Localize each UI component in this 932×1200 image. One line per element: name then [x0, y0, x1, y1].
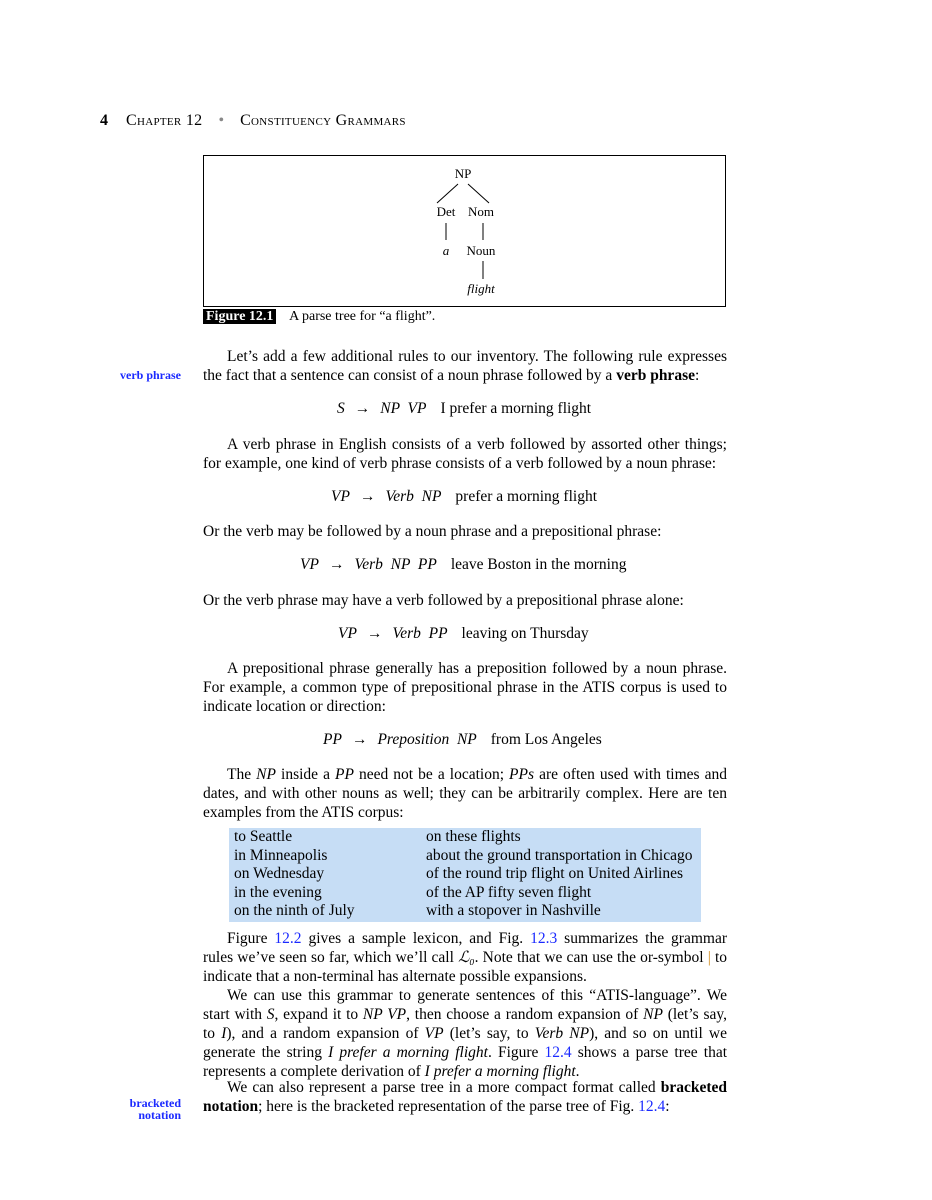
example-cell: of the AP fifty seven flight	[426, 883, 592, 901]
grammar-l0-symbol: ℒ₀	[458, 949, 475, 966]
p8-text-3: , then choose a random expansion of	[406, 1006, 644, 1023]
p8-vp: VP	[424, 1025, 444, 1042]
example-cell: of the round trip flight on United Airlines	[426, 865, 684, 883]
examples-grid	[229, 828, 692, 921]
table-row	[229, 828, 692, 847]
paragraph-2	[203, 435, 727, 473]
rule5-arrow: →	[351, 731, 368, 748]
grammar-rule-1	[337, 400, 591, 418]
grammar-rule-2	[331, 488, 597, 506]
figure-box	[203, 155, 726, 307]
tree-leaf-flight: flight	[467, 281, 495, 296]
p8-text-5: ), and a random expansion of	[226, 1025, 425, 1042]
table-row	[229, 847, 692, 866]
p8-text-6: (let’s say, to	[443, 1025, 535, 1042]
tree-leaf-a: a	[442, 243, 450, 258]
rule4-example: leaving on Thursday	[461, 625, 589, 642]
p8-text-9: shows a parse tree that represents a complete derivation of	[203, 1044, 728, 1080]
p6-np: NP	[256, 766, 276, 783]
margin-note-bracketed-notation	[91, 1097, 181, 1121]
p8-text-4: (let’s say, to	[203, 1006, 727, 1042]
header-separator: •	[218, 112, 225, 129]
paragraph-5	[203, 659, 727, 716]
grammar-rule-4	[338, 625, 589, 643]
example-cell: on Wednesday	[234, 865, 325, 883]
or-symbol: |	[707, 949, 711, 966]
p8-text-2: , expand it to	[274, 1006, 363, 1023]
example-cell: on these flights	[426, 828, 521, 845]
figure-ref-link[interactable]: 12.4	[544, 1044, 572, 1061]
rule1-example: I prefer a morning flight	[440, 400, 592, 417]
grammar-rule-3	[300, 556, 626, 574]
figure-ref-link[interactable]: 12.3	[530, 930, 558, 947]
table-row	[229, 865, 692, 884]
example-cell: with a stopover in Nashville	[426, 902, 601, 920]
p7-text-4: . Note that we can use the or-symbol	[474, 949, 708, 966]
rule4-arrow: →	[366, 625, 383, 642]
parse-tree	[204, 156, 727, 308]
tree-edge-np-nom	[468, 184, 489, 203]
p8-text-10: .	[575, 1063, 580, 1080]
p6-text-2: inside a	[275, 766, 336, 783]
p3-text: Or the verb may be followed by a noun phrase and a prepositional phrase:	[203, 523, 662, 540]
p4-text: Or the verb phrase may have a verb followed by a prepositional phrase alone:	[203, 592, 684, 609]
p8-np-vp: NP VP	[362, 1006, 407, 1023]
rule5-example: from Los Angeles	[490, 731, 602, 748]
paragraph-8	[203, 986, 727, 1081]
p9-text-1: We can also represent a parse tree in a more compact format called	[227, 1079, 661, 1096]
examples-table	[229, 828, 701, 922]
example-cell: in the evening	[234, 883, 322, 901]
figure-ref-link[interactable]: 12.4	[638, 1098, 666, 1115]
example-cell: on the ninth of July	[234, 902, 355, 920]
example-cell: in Minneapolis	[234, 846, 328, 864]
paragraph-9	[203, 1078, 727, 1116]
figure-ref-link[interactable]: 12.2	[274, 930, 302, 947]
p8-verb-np: Verb NP	[534, 1025, 590, 1042]
p6-text-4: are often used with times and dates, and with other nouns as well; they can be arbitrarily complex. Here are ten examples from the ATIS corpus:	[203, 766, 727, 821]
p9-bold-term: bracketed notation	[203, 1079, 727, 1115]
p1-bold-term: verb phrase	[616, 367, 695, 384]
rule5-lhs: PP	[323, 731, 342, 748]
rule1-lhs: S	[337, 400, 345, 417]
grammar-rule-5	[323, 731, 602, 749]
figure-caption-text: A parse tree for “a flight”.	[289, 309, 436, 324]
section-title: Constituency Grammars	[240, 112, 406, 129]
tree-edge-np-det	[437, 184, 458, 203]
margin-note-line-2: notation	[138, 1108, 181, 1122]
p9-text-2: ; here is the bracketed representation of the parse tree of Fig.	[258, 1098, 639, 1115]
example-cell: to Seattle	[234, 828, 293, 845]
p6-pps: PPs	[509, 766, 535, 783]
p7-text-3: summarizes the grammar rules we’ve seen so far, which we’ll call	[203, 930, 727, 966]
p2-text: A verb phrase in English consists of a verb followed by assorted other things; for example, one kind of verb phrase consists of a verb followed by a noun phrase:	[203, 436, 727, 472]
rule2-arrow: →	[359, 488, 376, 505]
p8-string-1: I prefer a morning flight	[328, 1044, 488, 1061]
example-cell: about the ground transportation in Chicago	[426, 846, 693, 864]
p5-text: A prepositional phrase generally has a preposition followed by a noun phrase. For example, a common type of prepositional phrase in the ATIS corpus is used to indicate location or direction:	[203, 660, 727, 715]
margin-note-verb-phrase: verb phrase	[120, 368, 181, 382]
rule3-arrow: →	[328, 556, 345, 573]
rule3-rhs: Verb NP PP	[354, 556, 437, 573]
table-row	[229, 884, 692, 903]
table-row	[229, 902, 692, 921]
rule4-lhs: VP	[338, 625, 357, 642]
p6-text-1: The	[227, 766, 257, 783]
p8-text-7: ), and so on until we generate the string	[203, 1025, 728, 1061]
p8-i: I	[221, 1025, 227, 1042]
p1-text: Let’s add a few additional rules to our inventory. The following rule expresses the fact that a sentence can consist of a noun phrase followed by a	[203, 348, 727, 384]
page-number: 4	[100, 112, 108, 129]
p8-text-8: . Figure	[487, 1044, 545, 1061]
paragraph-6	[203, 765, 727, 822]
tree-node-det: Det	[436, 204, 456, 219]
figure-label: Figure 12.1	[203, 309, 276, 324]
p9-text-3: :	[665, 1098, 670, 1115]
rule5-rhs: Preposition NP	[377, 731, 477, 748]
p7-text-1: Figure	[227, 930, 275, 947]
tree-node-nom: Nom	[468, 204, 494, 219]
rule3-example: leave Boston in the morning	[450, 556, 627, 573]
rule3-lhs: VP	[300, 556, 319, 573]
figure-caption	[203, 309, 435, 325]
p6-text-3: need not be a location;	[353, 766, 510, 783]
tree-node-np: NP	[454, 166, 472, 181]
rule2-example: prefer a morning flight	[455, 488, 598, 505]
p8-text-1: We can use this grammar to generate sentences of this “ATIS-language”. We start with	[203, 987, 727, 1023]
rule4-rhs: Verb PP	[392, 625, 448, 642]
paragraph-3	[203, 522, 727, 541]
margin-note-line-1: bracketed	[129, 1096, 181, 1110]
paragraph-1	[203, 347, 727, 385]
p6-pp: PP	[335, 766, 354, 783]
p8-s: S	[266, 1006, 275, 1023]
p8-np: NP	[643, 1006, 663, 1023]
running-header	[100, 112, 406, 130]
rule1-arrow: →	[354, 400, 371, 417]
chapter-label: Chapter 12	[126, 112, 203, 129]
paragraph-4	[203, 591, 727, 610]
p1-end: :	[694, 367, 700, 384]
rule1-rhs: NP VP	[380, 400, 427, 417]
paragraph-7	[203, 929, 727, 986]
p7-text-2: gives a sample lexicon, and Fig.	[301, 930, 531, 947]
p7-text-5: to indicate that a non-terminal has alternate possible expansions.	[203, 949, 728, 985]
p8-string-2: I prefer a morning flight	[424, 1063, 576, 1080]
rule2-lhs: VP	[331, 488, 350, 505]
rule2-rhs: Verb NP	[385, 488, 442, 505]
tree-node-noun: Noun	[466, 243, 496, 258]
